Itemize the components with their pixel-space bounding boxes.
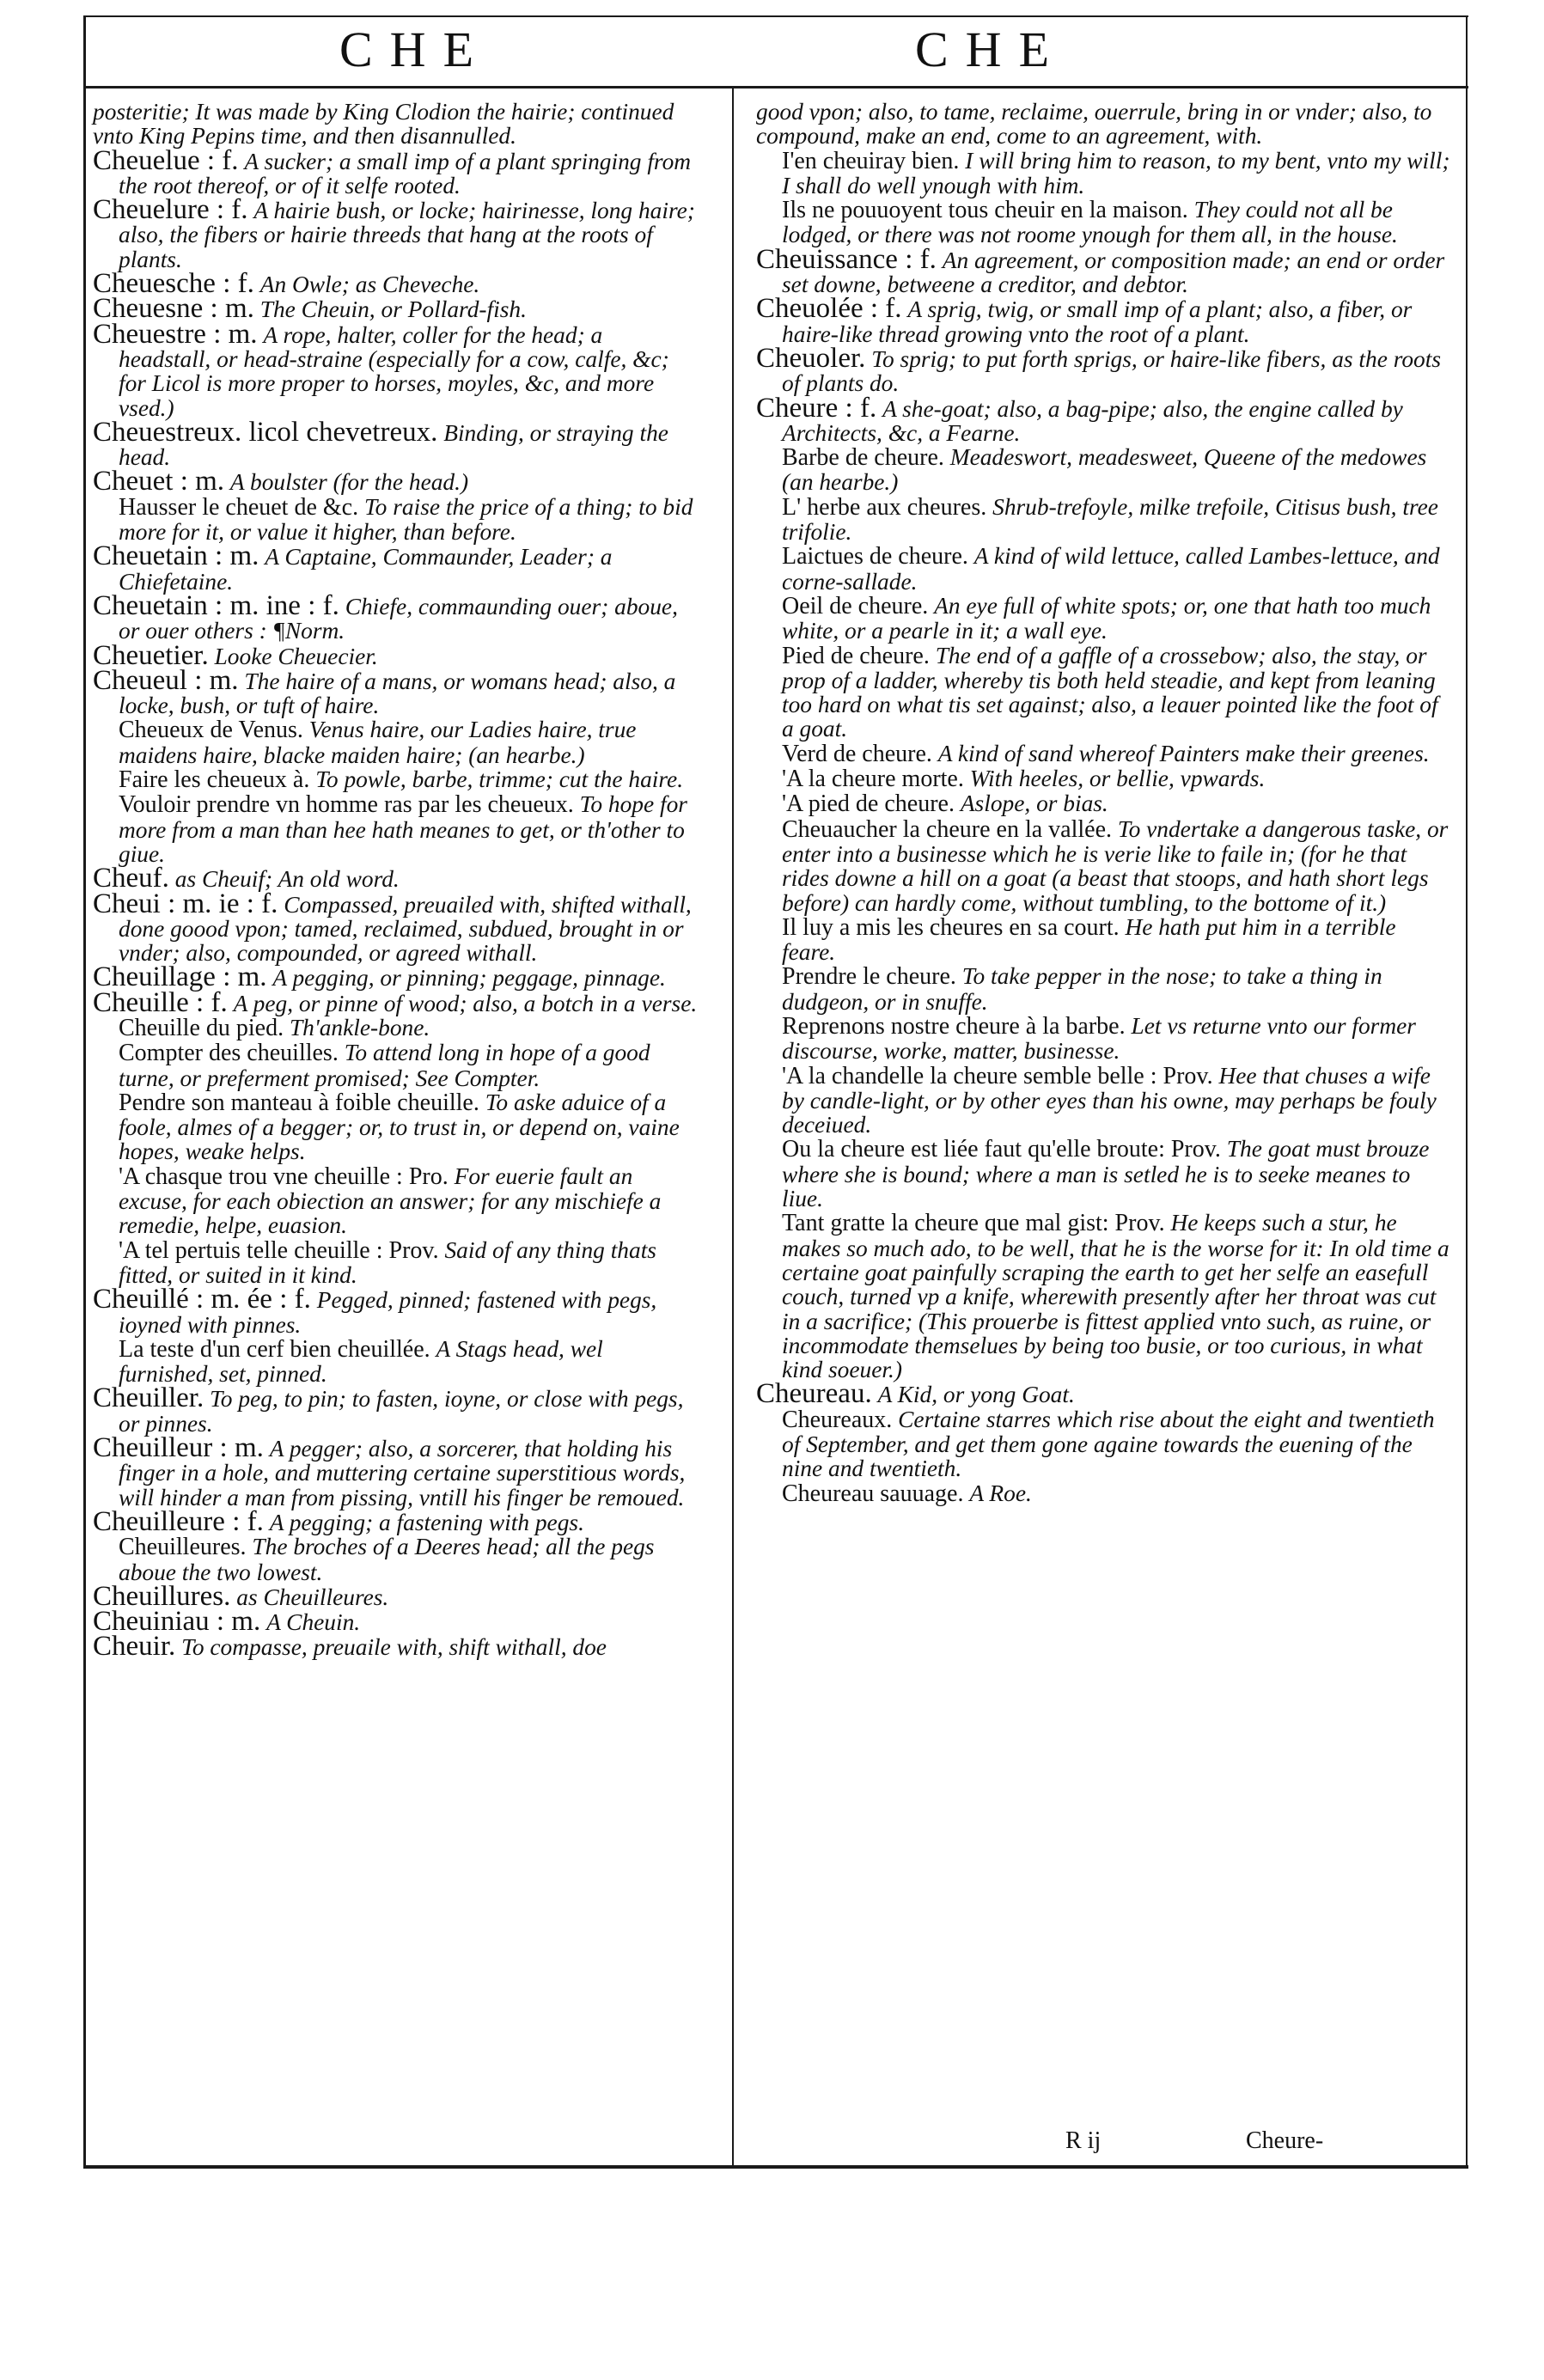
page-frame-top-rule <box>83 15 1468 17</box>
entry-definition: Hee that chuses a wife by candle-light, or by other eyes than his owne, may perhaps be fouly deceiued. <box>782 1062 1437 1138</box>
entry-phrase: 'A la chandelle la cheure semble belle : Prov. <box>782 1062 1213 1089</box>
page-frame-bottom-rule <box>83 2165 1468 2169</box>
entry-phrase: 'A chasque trou vne cheuille : Pro. <box>119 1163 449 1190</box>
entry-headword: Cheuillures. <box>93 1580 231 1612</box>
entry-definition: Shrub-trefoyle, milke trefoile, Citisus bush, tree trifolie. <box>782 493 1438 546</box>
entry-headword: Cheuillage : m. <box>93 961 267 993</box>
entry-definition: To peg, to pin; to fasten, ioyne, or close with pegs, or pinnes. <box>119 1386 684 1437</box>
entry-definition: An agreement, or composition made; an end or order set downe, betweene a creditor, and debtor. <box>782 247 1445 298</box>
dictionary-entry <box>756 964 1452 1014</box>
dictionary-entry <box>756 100 1452 149</box>
dictionary-entry <box>93 1016 699 1040</box>
entry-phrase: 'A pied de cheure. <box>782 790 955 818</box>
entry-headword: Cheure : f. <box>756 392 877 424</box>
dictionary-entry <box>756 644 1452 741</box>
dictionary-entry <box>93 1606 699 1638</box>
entry-definition: A Captaine, Commaunder, Leader; a Chiefetaine. <box>119 544 613 595</box>
entry-headword: Cheuesche : f. <box>93 268 254 300</box>
dictionary-entry <box>93 1238 699 1288</box>
entry-definition: Binding, or straying the head. <box>119 419 668 471</box>
entry-phrase: L' herbe aux cheures. <box>782 493 987 521</box>
entry-definition: The haire of a mans, or womans head; also, a locke, bush, or tuft of haire. <box>119 668 676 719</box>
entry-headword: Cheuolée : f. <box>756 293 902 325</box>
dictionary-entry <box>93 495 699 545</box>
entry-definition: Venus haire, our Ladies haire, true maidens haire, blacke maiden haire; (an hearbe.) <box>119 717 637 768</box>
entry-definition: To take pepper in the nose; to take a thing in dudgeon, or in snuffe. <box>782 963 1382 1015</box>
page-frame-right-rule <box>1466 15 1468 2168</box>
entry-headword: Cheuelue : f. <box>93 144 239 176</box>
entry-phrase: Reprenons nostre cheure à la barbe. <box>782 1012 1126 1040</box>
entry-definition: A pegging, or pinning; peggage, pinnage. <box>272 965 666 992</box>
dictionary-entry <box>756 1211 1452 1382</box>
entry-definition: Pegged, pinned; fastened with pegs, ioyned with pinnes. <box>119 1287 657 1338</box>
entry-phrase: Verd de cheure. <box>782 740 932 767</box>
entry-headword: Cheui : m. ie : f. <box>93 888 278 919</box>
entry-headword: Cheuesne : m. <box>93 293 254 325</box>
dictionary-entry <box>756 915 1452 965</box>
entry-phrase: Compter des cheuilles. <box>119 1040 339 1067</box>
dictionary-entry <box>93 986 699 1018</box>
dictionary-entry <box>93 1505 699 1537</box>
entry-headword: Cheuillé : m. ée : f. <box>93 1284 311 1315</box>
entry-definition: I will bring him to reason, to my bent, vnto my will; I shall do well ynough with him. <box>782 147 1450 198</box>
entry-definition: A kind of wild lettuce, called Lambes-lettuce, and corne-sallade. <box>782 543 1440 595</box>
entry-definition: An Owle; as Cheveche. <box>259 272 480 298</box>
dictionary-entry <box>756 495 1452 545</box>
entry-definition: He hath put him in a terrible feare. <box>782 913 1396 966</box>
dictionary-entry <box>756 149 1452 198</box>
entry-definition: The end of a gaffle of a crossebow; also, the stay, or prop of a ladder, whereby tis both held steadie, and kept from leaning too hard on what tis set against; also, a leauer pointed like the foot of a goat. <box>782 642 1438 742</box>
running-head-right: CHE <box>915 21 1066 77</box>
entry-headword: Cheuoler. <box>756 342 866 374</box>
entry-phrase: Prendre le cheure. <box>782 963 956 991</box>
entry-headword: Cheuille : f. <box>93 986 228 1018</box>
header-rule <box>83 86 1468 88</box>
dictionary-entry <box>93 1040 699 1090</box>
entry-definition: A peg, or pinne of wood; also, a botch in a verse. <box>233 990 698 1016</box>
dictionary-entry <box>756 766 1452 791</box>
dictionary-entry <box>93 767 699 792</box>
entry-phrase: 'A tel pertuis telle cheuille : Prov. <box>119 1236 439 1264</box>
entry-definition: A Kid, or yong Goat. <box>877 1382 1075 1408</box>
entry-phrase: Tant gratte la cheure que mal gist: Prov. <box>782 1210 1165 1237</box>
entry-definition: To powle, barbe, trimme; cut the haire. <box>315 766 684 793</box>
entry-headword: Cheuelure : f. <box>93 194 248 226</box>
entry-phrase: Pied de cheure. <box>782 642 930 669</box>
entry-definition: A pegger; also, a sorcerer, that holding his finger in a hole, and muttering certaine superstitious words, will hinder a man from pissing, vntill his finger be remoued. <box>119 1436 686 1510</box>
entry-definition: A Stags head, wel furnished, set, pinned. <box>119 1335 603 1388</box>
dictionary-entry <box>93 792 699 866</box>
dictionary-entry <box>756 1014 1452 1064</box>
dictionary-entry <box>93 318 699 421</box>
entry-headword: Cheuetier. <box>93 639 209 671</box>
dictionary-entry <box>756 1064 1452 1138</box>
dictionary-entry <box>93 1631 699 1663</box>
entry-headword: Cheuestre : m. <box>93 318 258 350</box>
entry-definition: Looke Cheuecier. <box>214 643 378 669</box>
dictionary-entry <box>93 540 699 595</box>
signature-mark: R ij <box>1065 2127 1102 2154</box>
dictionary-entry <box>93 100 699 149</box>
dictionary-entry <box>93 1382 699 1437</box>
entry-phrase: Ils ne pouuoyent tous cheuir en la maison. <box>782 197 1188 224</box>
entry-definition: Certaine starres which rise about the eight and twentieth of September, and get them gone againe towards the euening of the nine and twentieth. <box>782 1406 1435 1482</box>
entry-headword: Cheuiller. <box>93 1382 204 1414</box>
entry-headword: Cheuir. <box>93 1631 176 1663</box>
entry-phrase: Barbe de cheure. <box>782 444 944 472</box>
dictionary-entry <box>93 589 699 644</box>
entry-definition: A Roe. <box>969 1480 1032 1506</box>
dictionary-entry <box>756 243 1452 298</box>
entry-headword: Cheuet : m. <box>93 466 225 497</box>
entry-headword: Cheuilleur : m. <box>93 1432 264 1464</box>
entry-phrase: Cheuilleures. <box>119 1534 247 1561</box>
entry-headword: Cheuiniau : m. <box>93 1606 261 1638</box>
entry-definition: Aslope, or bias. <box>960 790 1108 817</box>
dictionary-entry <box>93 416 699 471</box>
dictionary-entry <box>756 342 1452 397</box>
entry-definition: Compassed, preuailed with, shifted withall, done goood vpon; tamed, reclaimed, subdued, brought in or vnder; also, compounded, or agreed withall. <box>119 891 692 967</box>
entry-phrase: Cheuille du pied. <box>119 1014 284 1041</box>
dictionary-entry <box>93 664 699 719</box>
dictionary-entry <box>756 741 1452 766</box>
entry-definition: To attend long in hope of a good turne, or preferment promised; See Compter. <box>119 1040 650 1091</box>
entry-definition: A she-goat; also, a bag-pipe; also, the engine called by Architects, &c, a Fearne. <box>782 395 1403 446</box>
dictionary-entry <box>93 888 699 967</box>
entry-headword: Cheuilleure : f. <box>93 1505 264 1537</box>
entry-phrase: Faire les cheueux à. <box>119 766 310 794</box>
entry-definition: He keeps such a stur, he makes so much ado, to be well, that he is the worse for it: In old time a certaine goat painfully scraping the earth to get her selfe an easefull couch, turned vp a knife, wherewith presently after her throat was cut in a sacrifice; (This prouerbe is fittest applied vnto such, as ruine, or incommodate themselues by being too busie, or too curious, in what kind soeuer.) <box>782 1210 1449 1383</box>
entry-phrase: Cheueux de Venus. <box>119 717 303 744</box>
entry-phrase: Cheureau sauuage. <box>782 1480 964 1507</box>
entry-headword: Cheureau. <box>756 1378 872 1410</box>
entry-definition: To sprig; to put forth sprigs, or haire-like fibers, as the roots of plants do. <box>782 345 1442 397</box>
entry-definition: as Cheuif; An old word. <box>174 866 400 893</box>
entry-headword: Cheueul : m. <box>93 664 239 696</box>
right-column <box>756 100 1452 1506</box>
dictionary-entry <box>756 392 1452 446</box>
entry-definition: A kind of sand whereof Painters make their greenes. <box>937 740 1430 766</box>
dictionary-entry <box>756 293 1452 347</box>
entry-definition: as Cheuilleures. <box>236 1584 389 1610</box>
entry-definition: To vndertake a dangerous taske, or enter into a businesse which he is verie like to faile in; (for he that rides downe a hill on a goat (a beast that stoops, and hath short legs before) can hardly come, without tumbling, to the bottome of it.) <box>782 815 1449 916</box>
entry-headword: Cheuetain : m. <box>93 540 259 572</box>
entry-definition: An eye full of white spots; or, one that hath too much white, or a pearle in it; a wall eye. <box>782 592 1431 644</box>
entry-definition: A sucker; a small imp of a plant springing from the root thereof, or of it selfe rooted. <box>119 148 692 198</box>
entry-definition: Chiefe, commaunding ouer; aboue, or ouer others : ¶Norm. <box>119 593 678 644</box>
entry-definition: Th'ankle-bone. <box>289 1014 430 1040</box>
dictionary-entry <box>756 1378 1452 1410</box>
entry-definition: A hairie bush, or locke; hairinesse, long haire; also, the fibers or hairie threeds that hang at the roots of plants. <box>119 198 695 272</box>
dictionary-entry <box>756 1481 1452 1506</box>
entry-definition: A sprig, twig, or small imp of a plant; also, a fiber, or haire-like thread growing vnto the root of a plant. <box>782 296 1413 347</box>
entry-phrase: Oeil de cheure. <box>782 592 929 619</box>
entry-headword: Cheuestreux. licol chevetreux. <box>93 416 438 448</box>
dictionary-entry <box>756 791 1452 816</box>
catchword: Cheure- <box>1246 2127 1324 2154</box>
entry-definition: A boulster (for the head.) <box>229 469 469 496</box>
dictionary-entry <box>93 1337 699 1387</box>
entry-definition: For euerie fault an excuse, for each obiection an answer; for any mischiefe a remedie, helpe, euasion. <box>119 1163 662 1239</box>
page-frame-left-rule <box>83 15 86 2168</box>
dictionary-entry <box>756 1137 1452 1211</box>
dictionary-entry <box>756 445 1452 495</box>
dictionary-entry <box>93 1090 699 1164</box>
entry-definition: With heeles, or bellie, vpwards. <box>969 766 1266 792</box>
entry-phrase: Il luy a mis les cheures en sa court. <box>782 913 1120 941</box>
running-head-left: CHE <box>339 21 491 77</box>
dictionary-entry <box>756 817 1452 915</box>
entry-definition: A rope, halter, coller for the head; a headstall, or head-straine (especially for a cow, calfe, &c; for Licol is more proper to horses, moyles, &c, and more vsed.) <box>119 321 669 421</box>
entry-phrase: Ou la cheure est liée faut qu'elle broute: Prov. <box>782 1136 1221 1163</box>
entry-phrase: Hausser le cheuet de &c. <box>119 493 359 521</box>
entry-headword: Cheuetain : m. ine : f. <box>93 589 339 621</box>
dictionary-entry <box>93 1284 699 1338</box>
entry-definition: The goat must brouze where she is bound; where a man is setled he is to seeke meanes to liue. <box>782 1136 1430 1212</box>
dictionary-entry <box>93 717 699 767</box>
entry-phrase: Laictues de cheure. <box>782 543 968 571</box>
entry-definition: To hope for more from a man than hee hath meanes to get, or th'other to giue. <box>119 791 687 867</box>
entry-phrase: Cheuaucher la cheure en la vallée. <box>782 815 1113 843</box>
entry-phrase: Vouloir prendre vn homme ras par les cheueux. <box>119 791 574 819</box>
entry-definition: posteritie; It was made by King Clodion the hairie; continued vnto King Pepins time, and then disannulled. <box>93 99 674 150</box>
entry-phrase: I'en cheuiray bien. <box>782 147 960 174</box>
entry-definition: Meadeswort, meadesweet, Queene of the medowes (an hearbe.) <box>782 444 1427 496</box>
entry-definition: Let vs returne vnto our former discourse, worke, matter, businesse. <box>782 1012 1416 1065</box>
entry-phrase: 'A la cheure morte. <box>782 766 964 793</box>
entry-headword: Cheuissance : f. <box>756 243 937 275</box>
entry-definition: A Cheuin. <box>266 1609 361 1636</box>
entry-definition: To compasse, preuaile with, shift withall, doe <box>181 1634 607 1661</box>
dictionary-entry <box>756 544 1452 594</box>
entry-definition: The broches of a Deeres head; all the pegs aboue the two lowest. <box>119 1534 655 1585</box>
dictionary-entry <box>756 198 1452 247</box>
entry-definition: The Cheuin, or Pollard-fish. <box>259 296 527 323</box>
left-column <box>93 99 699 1663</box>
column-divider-rule <box>732 88 734 2168</box>
entry-definition: To raise the price of a thing; to bid more for it, or value it higher, than before. <box>119 493 693 546</box>
entry-headword: Cheuf. <box>93 863 169 894</box>
entry-phrase: Cheureaux. <box>782 1406 893 1433</box>
entry-definition: They could not all be lodged, or there was not roome ynough for them all, in the house. <box>782 197 1398 248</box>
dictionary-entry <box>756 1407 1452 1481</box>
dictionary-entry <box>93 1535 699 1584</box>
dictionary-entry <box>93 1164 699 1238</box>
entry-definition: A pegging; a fastening with pegs. <box>269 1509 584 1535</box>
dictionary-entry <box>93 1432 699 1510</box>
entry-definition: good vpon; also, to tame, reclaime, ouerrule, bring in or vnder; also, to compound, make an end, come to an agreement, with. <box>756 99 1432 150</box>
entry-phrase: Pendre son manteau à foible cheuille. <box>119 1089 479 1116</box>
dictionary-entry <box>93 466 699 497</box>
dictionary-entry <box>756 594 1452 644</box>
entry-phrase: La teste d'un cerf bien cheuillée. <box>119 1335 430 1363</box>
dictionary-entry <box>93 194 699 272</box>
dictionary-entry <box>93 144 699 198</box>
entry-definition: To aske aduice of a foole, almes of a begger; or, to trust in, or depend on, vaine hopes, weake helps. <box>119 1089 680 1165</box>
entry-definition: Said of any thing thats fitted, or suited in it kind. <box>119 1236 656 1288</box>
